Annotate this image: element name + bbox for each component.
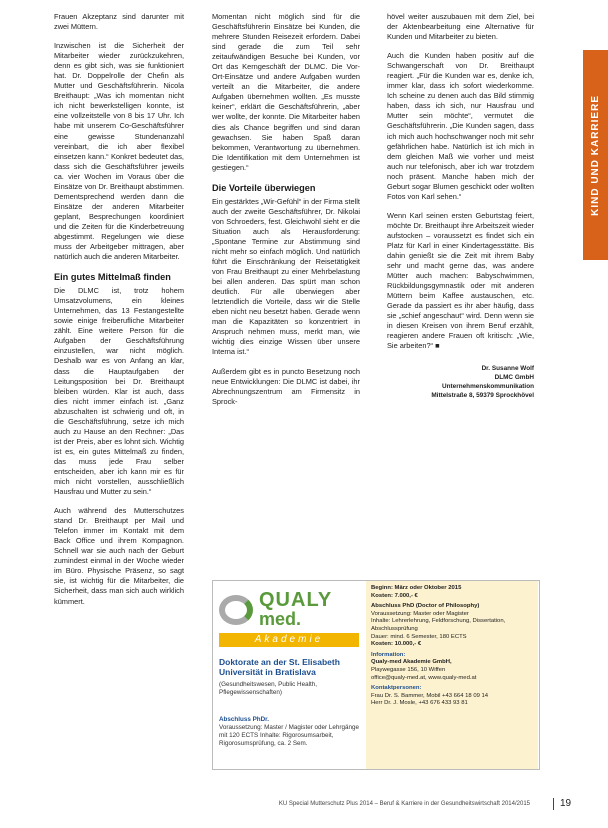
logo-akademie: Akademie xyxy=(254,634,324,645)
paragraph: Inzwischen ist die Sicherheit der Mitarbeiter wieder zurückzukehren, denn es gibt sich, was sie funktioniert hat. Dr. Doppelrolle der Chefin als Mutter und Geschäftsführerin. Nicola Breithaupt: „Was ich momentan nicht ich nicht bewerkstelligen konnte, ist eine vollzeitstelle von 8 bis 17 Uhr. Ich habe mit unserem Co-Geschäftsführer eine gewisse Stundenanzahl vereinbart, die ich aber flexibel einsetzen kann.“ Konkret bedeutet das, dass sich die Geschäftsführer jeweils ca. vier Wochen im Voraus über die Einsätze von Dr. Breithaupt abstimmen. Dementsprechend werden dann die Einsätze der anderen Mitarbeiter geplant, Besprechungen koordiniert und die Zeiten für die Kinderbetreuung abgestimmt. Regelungen wie diese muss der Arbeitgeber mittragen, aber natürlich auch die anderen Mitarbeiter. xyxy=(54,41,184,262)
page-number: 19 xyxy=(560,798,572,809)
column-1 xyxy=(54,12,184,616)
ad-contact-line: Herr Dr. J. Mosle, +43 676 433 93 81 xyxy=(371,700,468,707)
author-address: Mittelstraße 8, 59379 Sprockhövel xyxy=(431,391,534,399)
section-tab xyxy=(583,50,608,260)
subheading: Ein gutes Mittelmaß finden xyxy=(54,272,171,283)
ad-phd-line: Voraussetzung: Master oder Magister xyxy=(371,610,469,617)
ad-title: Doktorate an der St. Elisabeth Universität in Bratislava xyxy=(219,657,340,677)
ad-right-panel xyxy=(366,581,538,769)
ad-phd-heading: Abschluss PhD (Doctor of Philosophy) xyxy=(371,603,480,610)
paragraph: Ein gestärktes „Wir-Gefühl“ in der Firma stellt auch der zweite Geschäftsführer, Dr. Nikolai von Schroeders, fest. Gleichwohl sieht er die Situation auch als Herausforderung: „Spontane Termine zur Abstimmung sind nicht mehr so einfach möglich. Und natürlich führt die Einschränkung der Reisetätigkeit von Frau Breithaupt zu einer Mehrbelastung bei allen anderen. Das spürt man schon deutlich. Für alle überwiegen aber letztendlich die Vorteile, dass wir die Stelle eben nicht neu besetzt haben. Gerade wenn man die Kapazitäten so konzentriert in Anspruch nehmen muss, merkt man, wie wichtig dies einzige Wissen über unsere Interna ist.“ xyxy=(212,196,360,357)
advertisement xyxy=(212,580,540,770)
ad-phdr-section xyxy=(219,716,359,748)
paragraph: Auch die Kunden haben positiv auf die Schwangerschaft von Dr. Breithaupt reagiert. „Für die Kunden war es, denke ich, immer klar, dass ich sofort wiederkomme. Ich scheine zu denen auch das Bild stimmig haben, dass ich sich, nur Hausfrau und Mutter sein möchte“, vermutet die Geschäftsführerin. „Die Kunden sagen, dass ich mich auch hochschwanger noch mit sehr gefährlichen habe. Natürlich ist ich mich in dem gleichen Maß wie vorher und meist auch nur telefonisch, aber ich war trotzdem noch präsent. Manche haben mich der Geburt sogar Blumen geschickt oder wollten Fotos von Karl sehen.“ xyxy=(387,51,534,201)
author-block xyxy=(387,364,534,400)
ad-info-line[interactable]: office@qualy-med.at, www.qualy-med.at xyxy=(371,674,477,681)
paragraph: Die DLMC ist, trotz hohem Umsatzvolumens, ein kleines Unternehmen, das 13 Festangestellte sowie einige freiberufliche Mitarbeiter zählt. Eine weitere Person für die Aufgaben der Geschäftsführung einzustellen, war nicht möglich. Deshalb war es von Anfang an klar, dass die Hauptaufgaben der Leitungsposition bei Dr. Breithaupt bleiben würden. Klar ist auch, dass dies nicht immer einfach ist. „Ganz abzuschalten ist schwierig und oft, in die Geschäftsführung, setze ich mich auch zu Hause an den Rechner: „Das ist der Preis, aber es lohnt sich. Wichtig ist es, ein gutes Mittelmaß zu finden, das muss jede Frau selber entscheiden, aber ich kann mir es für mich nicht vorstellen, ausschließlich Hausfrau und Mutter zu sein.“ xyxy=(54,286,184,497)
ad-info-line: Qualy-med Akademie GmbH, xyxy=(371,659,452,666)
section-tab-label: KIND UND KARRIERE xyxy=(590,94,601,216)
paragraph: Momentan nicht möglich sind für die Geschäftsführerin Einsätze bei Kunden, die mehrere Stunden Reisezeit erfordern. Dabei sind gerade die zum Teil sehr zeitaufwändigen Besuche bei Kunden, vor Ort das Kerngeschäft der DLMC. Die Vor-Ort-Einsätze und andere Aufgaben wurden verteilt an die Mitarbeiter, die andere Aufgaben übernehmen wollten. „Es musste keiner“, erklärt die Geschäftsführerin, „aber wer wollte, der konnte. Die Mitarbeiter haben dies als Chance begriffen und sind daran gewachsen. Sie haben Spaß daran bekommen, Verantwortung zu übernehmen. Die Identifikation mit dem Unternehmen ist gestiegen.“ xyxy=(212,12,360,172)
ad-info-line: Playwegasse 156, 10 Wiffen xyxy=(371,666,446,673)
paragraph: Wenn Karl seinen ersten Geburtstag feiert, möchte Dr. Breithaupt ihre Arbeitszeit wieder aufstocken – voraussetzt es findet sich ein Platz für Karl in einer Kindertagesstätte. Bis dahin genießt sie die Zeit mit ihrem Baby sehr und macht gerne das, was andere Mütter auch machen: Babyschwimmen, Rückbildungsgymnastik oder mit anderen Müttern beim Kaffee austauschen, etc. Gerade da passiert es ihr aber häufig, dass sie „schief angeschaut“ wird. Denn wenn sie in diesen Kreisen von ihrem Beruf erzählt, reagieren andere Frauen oft kritisch: „Wie, Sie arbeiten?“ ■ xyxy=(387,210,534,351)
ad-left-panel xyxy=(213,581,363,769)
qualymed-logo xyxy=(219,589,359,649)
ad-section-text: Voraussetzung: Master / Magister oder Lehrgänge mit 120 ECTS Inhalte: Rigorosumsarbeit, Rigorosumsprüfung, ca. 2 Sem. xyxy=(219,724,360,747)
ad-info-heading: Information: xyxy=(371,651,406,658)
paragraph: hövel weiter auszubauen mit dem Ziel, bei der Aktenbearbeitung eine Alternative für Kunden und Mitarbeiter zu bieten. xyxy=(387,12,534,42)
paragraph: Außerdem gibt es in puncto Besetzung noch neue Entwicklungen: Die DLMC ist dabei, ihr Abrechnungszentrum am Firmensitz in Sprock- xyxy=(212,366,360,406)
logo-q-icon xyxy=(219,595,253,625)
ad-phd-line: Dauer: mind. 6 Semester, 180 ECTS xyxy=(371,633,467,640)
ad-contact-line: Frau Dr. S. Bammer, Mobil +43 664 18 09 14 xyxy=(371,692,489,699)
ad-cost: Kosten: 7.000,- € xyxy=(371,592,418,599)
ad-start: Beginn: März oder Oktober 2015 xyxy=(371,585,462,591)
logo-word-2: med. xyxy=(259,609,302,629)
column-3 xyxy=(387,12,534,400)
paragraph: Frauen Akzeptanz sind darunter mit zwei Müttern. xyxy=(54,12,184,32)
page-footer: KU Special Mutterschutz Plus 2014 – Beruf & Karriere in der Gesundheitswirtschaft 2014/2015 xyxy=(278,801,530,807)
author-department: Unternehmenskommunikation xyxy=(442,382,534,390)
subheading: Die Vorteile überwiegen xyxy=(212,182,316,193)
author-name: Dr. Susanne Wolf xyxy=(481,364,534,372)
footer-divider xyxy=(553,798,554,810)
ad-phd-cost: Kosten: 10.000,- € xyxy=(371,641,422,648)
ad-phd-line: Inhalte: Lehrerlehrung, Feldforschung, Dissertation, Abschlussprüfung xyxy=(371,618,506,632)
column-2 xyxy=(212,12,360,416)
ad-contact-heading: Kontaktpersonen: xyxy=(371,685,422,692)
paragraph: Auch während des Mutterschutzes stand Dr. Breithaupt per Mail und Telefon immer im Kontakt mit dem Back Office und ihrem Kompagnon. Schnell war sie auch nach der Geburt zumindest einmal in der Woche wieder im Büro. Physische Präsenz, so sagt sie, ist wichtig für die Mitarbeiter, die Sicherheit, dass man sich auch wirklich kümmert. xyxy=(54,506,184,606)
author-company: DLMC GmbH xyxy=(494,373,534,381)
ad-section-heading: Abschluss PhDr. xyxy=(219,716,270,723)
ad-subtitle: (Gesundheitswesen, Public Health, Pflegewissenschaften) xyxy=(219,681,318,696)
logo-word-1: QUALY xyxy=(259,589,333,611)
